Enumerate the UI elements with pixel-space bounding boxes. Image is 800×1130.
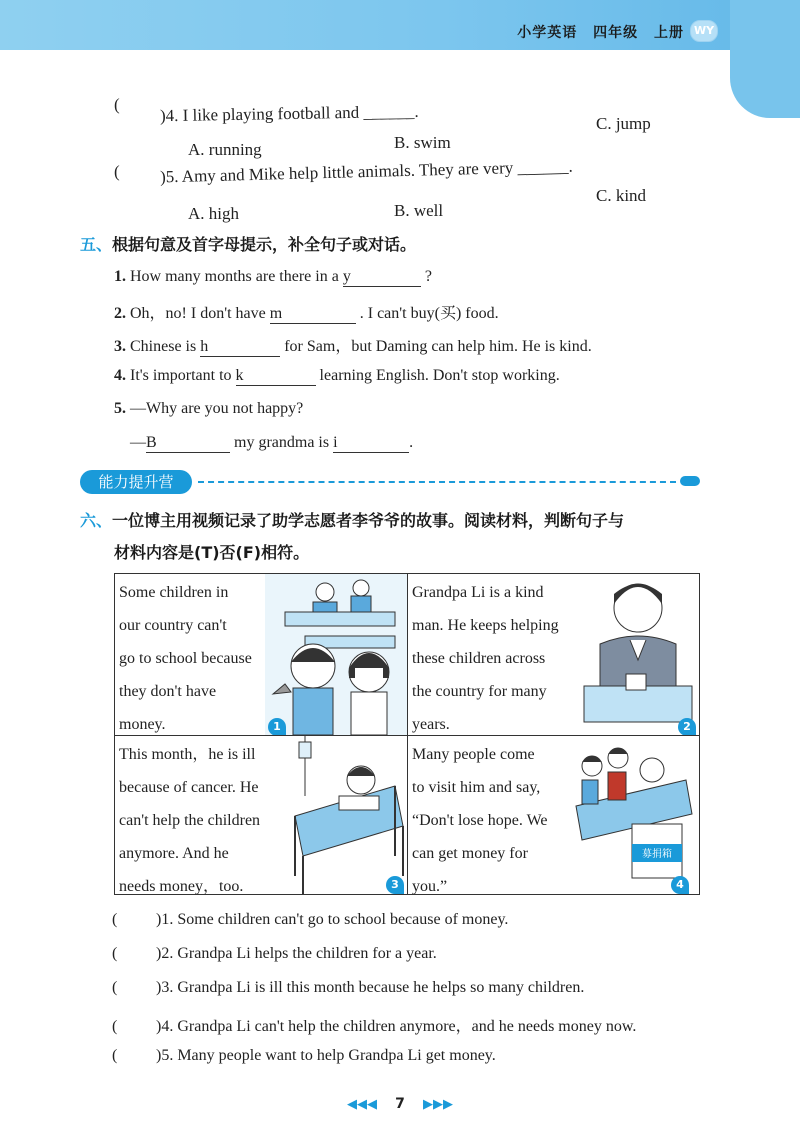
header-info xyxy=(507,22,684,42)
panel-3-number: 3 xyxy=(386,876,404,894)
tf-question-3: ( )3. Grandpa Li is ill this month because he helps so many children. xyxy=(112,979,585,996)
blank-i[interactable]: i xyxy=(333,434,409,453)
tf-answer-1[interactable]: ( xyxy=(112,911,118,928)
prev-arrows-icon: ◀◀◀ xyxy=(346,1097,377,1112)
panel-1 xyxy=(115,574,407,735)
donation-box-label: 募捐箱 xyxy=(642,849,672,860)
ability-divider xyxy=(198,481,676,483)
q5-option-a: A. high xyxy=(188,204,239,223)
tf-answer-2[interactable]: ( xyxy=(112,945,118,962)
panel-4-number: 4 xyxy=(671,876,689,894)
q4-option-b: B. swim xyxy=(394,133,451,152)
next-arrows-icon: ▶▶▶ xyxy=(423,1097,454,1112)
q5-paren: ( xyxy=(114,162,120,181)
blank-k[interactable]: k xyxy=(236,367,316,386)
visitors-donation-illustration xyxy=(568,736,699,894)
tf-question-4: ( )4. Grandpa Li can't help the children anymore，and he needs money now. xyxy=(112,1018,637,1035)
grade: 四年级 xyxy=(593,25,639,41)
q5-option-c: C. kind xyxy=(596,186,647,205)
section6-title-line1: 一位博主用视频记录了助学志愿者李爷爷的故事。阅读材料，判断句子与 xyxy=(112,511,625,530)
panel-2-text: Grandpa Li is a kind man. He keeps helping these children across the country for many years. xyxy=(412,584,559,733)
q5-option-b: B. well xyxy=(394,201,444,220)
section6-title xyxy=(80,508,624,531)
ability-label: 能力提升营 xyxy=(80,470,192,494)
panel-2 xyxy=(408,574,699,735)
grandpa-li-illustration xyxy=(576,574,699,735)
tf-answer-5[interactable]: ( xyxy=(112,1047,118,1064)
q4-option-a: A. running xyxy=(188,140,262,159)
edition-badge: WY xyxy=(690,20,718,42)
s5-item-4: 4. It's important to k learning English. Don't stop working. xyxy=(114,367,560,384)
q4-option-c: C. jump xyxy=(596,114,651,133)
panel-2-number: 2 xyxy=(678,718,696,735)
tf-question-5: ( )5. Many people want to help Grandpa Li get money. xyxy=(112,1047,496,1064)
children-classroom-illustration xyxy=(265,574,407,735)
panel-1-number: 1 xyxy=(268,718,286,735)
tf-question-2: ( )2. Grandpa Li helps the children for a year. xyxy=(112,945,437,962)
q4-paren: ( xyxy=(114,95,120,114)
panel-4 xyxy=(408,736,699,894)
blank-y[interactable]: y xyxy=(343,268,421,287)
s5-item-5: 5. —Why are you not happy? xyxy=(114,400,304,417)
section6-num: 六、 xyxy=(80,511,113,530)
q4-stem: )4. I like playing football and ______. xyxy=(159,101,419,126)
panel-4-text: Many people come to visit him and say, “Don't lose hope. We can get money for you.” xyxy=(412,746,548,894)
s5-item-3: 3. Chinese is h for Sam，but Daming can help him. He is kind. xyxy=(114,338,592,355)
blank-h[interactable]: h xyxy=(200,338,280,357)
s5-item-2: 2. Oh，no! I don't have m . I can't buy(买) food. xyxy=(114,305,499,322)
tf-answer-4[interactable]: ( xyxy=(112,1018,118,1035)
ability-divider-cap xyxy=(680,476,700,486)
section5-title xyxy=(80,232,416,255)
hospital-bed-illustration xyxy=(285,736,407,894)
tf-question-1: ( )1. Some children can't go to school because of money. xyxy=(112,911,509,928)
blank-m[interactable]: m xyxy=(270,305,356,324)
s5-item-1: 1. How many months are there in a y ? xyxy=(114,268,432,285)
page-number: 7 xyxy=(395,1096,405,1112)
panel-1-text: Some children in our country can't go to school because they don't have money. xyxy=(119,584,252,733)
subject: 小学英语 xyxy=(517,25,578,41)
header-tab xyxy=(730,0,800,118)
section5-num: 五、 xyxy=(80,235,113,254)
section6-title-line2: 材料内容是(T)否(F)相符。 xyxy=(114,543,310,562)
page-footer xyxy=(0,1096,800,1112)
section5-title-text: 根据句意及首字母提示，补全句子或对话。 xyxy=(112,235,417,254)
volume: 上册 xyxy=(654,25,684,41)
q5-stem: )5. Amy and Mike help little animals. They are very ______. xyxy=(159,156,573,187)
panel-3-text: This month，he is ill because of cancer. He can't help the children anymore. And he needs money，too. xyxy=(119,746,261,894)
tf-answer-3[interactable]: ( xyxy=(112,979,118,996)
blank-b[interactable]: B xyxy=(146,434,230,453)
s5-item-5-answer: —B my grandma is i . xyxy=(130,434,414,451)
panel-3 xyxy=(115,736,407,894)
story-grid xyxy=(114,573,700,895)
